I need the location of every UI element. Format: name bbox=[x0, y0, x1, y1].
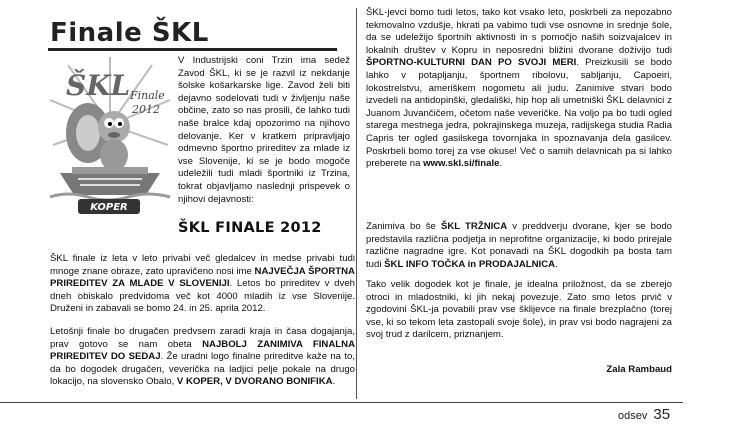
paragraph-activities bbox=[366, 7, 672, 171]
r1-text-e: . bbox=[499, 158, 503, 170]
r2-text-c: v preddverju dvorane, kjer se bodo predstavila različna podjetja in neprofitne organizacije, ki bodo prirejale različne nagradne igre. Kot ponavadi na ŠKL dogodkih pa bosta tam tudi bbox=[366, 221, 673, 270]
r2-text-a: Zanimiva bo še bbox=[366, 221, 441, 232]
squirrel-mascot-icon bbox=[66, 103, 130, 171]
skl-finale-logo bbox=[48, 55, 173, 215]
boat-icon bbox=[60, 167, 160, 195]
paragraph-finale bbox=[50, 253, 355, 316]
p3-text-a: Letošnji finale bo drugačen predvsem zaradi kraja in časa dogajanja, prav gotovo se nam obeta bbox=[50, 326, 355, 350]
p2-bold: NAJVEČJA ŠPORTNA PRIREDITEV ZA MLADE V SLOVENIJI bbox=[50, 265, 355, 290]
p3-text-e: . bbox=[332, 376, 336, 388]
logo-brand: ŠKL bbox=[66, 69, 131, 102]
paragraph-location bbox=[50, 326, 355, 389]
r1-text-a: ŠKL-jevci bomo tudi letos, tako kot vsako leto, poskrbeli za nepozabno tekmovalno vzdušje, hkrati pa vabimo tudi vse osnovne in srednje šole, da se udeležijo športnih aktivnosti in s pomočjo naših soizvajalcev in lokalnih društev v Kopru in neposredni bližini dvorane doživijo tudi bbox=[366, 7, 672, 56]
section-heading: ŠKL FINALE 2012 bbox=[178, 220, 322, 236]
p2-text-c: . Letos bo prireditev v dveh dneh obiskalo predvidoma več kot 4000 mladih iz vse Slovenije. Druženi in zabavali se bomo 24. in 25. aprila 2012. bbox=[50, 278, 355, 315]
r2-bold-2: ŠKL INFO TOČKA in PRODAJALNICA bbox=[384, 258, 556, 270]
intro-paragraph: V Industrijski coni Trzin ima sedež Zavod ŠKL, ki se je razvil iz nekdanje šolske košarkarske lige. Zavod želi biti dejavno sodelovati tudi v življenju naše občine, zato so nas prosili, če lahko tudi naše bralce kdaj opozorimo na njihovo delovanje. Ker v kratkem pripravljajo odmevno športno prireditev za mlade iz vse Slovenije, ki se je bodo mogoče udeležili tudi mladi športniki iz Trzina, tokrat objavljamo naslednji prispevek o njihovi dejavnosti: bbox=[178, 55, 350, 205]
r1-bold: ŠPORTNO-KULTURNI DAN PO SVOJI MERI bbox=[366, 57, 577, 69]
page-number: 35 bbox=[653, 406, 671, 423]
author-signature: Zala Rambaud bbox=[606, 364, 672, 375]
r1-text-c: . Preizkusili se bodo lahko v potapljanju, športnem ribolovu, sabljanju, Capoeiri, lokostrelstvu, ameriškem nogometu ali judu. Zanimive stvari bodo izvedeli na antidopinški, gledališki, hip hop ali umetniški ŠKL delavnici z Juanom Juvančičem, očetom naše veveričke. Na voljo pa bo tudi ogled starega mestnega jedra, pokrajinskega muzeja, radijskega studia Radia Capris ter ogled gasilskega tovornjaka in spoznavanja dela gasilcev. Poskrbeli bomo torej za vse okuse! Več o samih delavnicah pa si lahko preberete na bbox=[366, 57, 672, 170]
logo-year: 2012 bbox=[132, 103, 160, 116]
r2-bold-1: ŠKL TRŽNICA bbox=[440, 221, 508, 232]
logo-ribbon-text: KOPER bbox=[90, 202, 128, 213]
column-divider bbox=[356, 8, 357, 399]
paragraph-market bbox=[366, 221, 672, 271]
r2-text-e: . bbox=[555, 258, 558, 270]
p3-bold-2: V KOPER, V DVORANO BONIFIKA bbox=[176, 376, 333, 388]
logo-finale: Finale bbox=[130, 89, 165, 102]
page-footer bbox=[618, 406, 670, 423]
article-title: Finale ŠKL bbox=[50, 18, 209, 48]
p3-bold-1: NAJBOLJ ZANIMIVA FINALNA PRIREDITEV DO SEDAJ bbox=[50, 338, 355, 363]
title-underline bbox=[48, 48, 337, 51]
paragraph-invitation: Tako velik dogodek kot je finale, je idealna priložnost, da se zberejo otroci in mladostniki, ki jih nekaj povezuje. Zato smo letos prvič v zgodovini ŠKL-ja povabili prav vse šklijevce na finale brezplačno (torej vse, ki so tekom leta zastopali svoje šole), in prav vsi bodo nagrajeni za svoj trud z darilcem, priznanjem. bbox=[366, 279, 672, 341]
footer-rule bbox=[0, 402, 683, 403]
p2-text-a: ŠKL finale iz leta v leto privabi več gledalcev in medse privabi tudi mnoge znane obraze, zato upravičeno nosi ime bbox=[50, 253, 355, 277]
finale-link[interactable]: www.skl.si/finale bbox=[423, 158, 500, 170]
p3-text-c: . Že uradni logo finalne prireditve kaže na to, da bo dogodek drugačen, veverička na ladjici pelje pokale na drugo lokacijo, na slovensko Obalo, bbox=[50, 351, 355, 388]
footer-section: odsev bbox=[618, 410, 648, 422]
